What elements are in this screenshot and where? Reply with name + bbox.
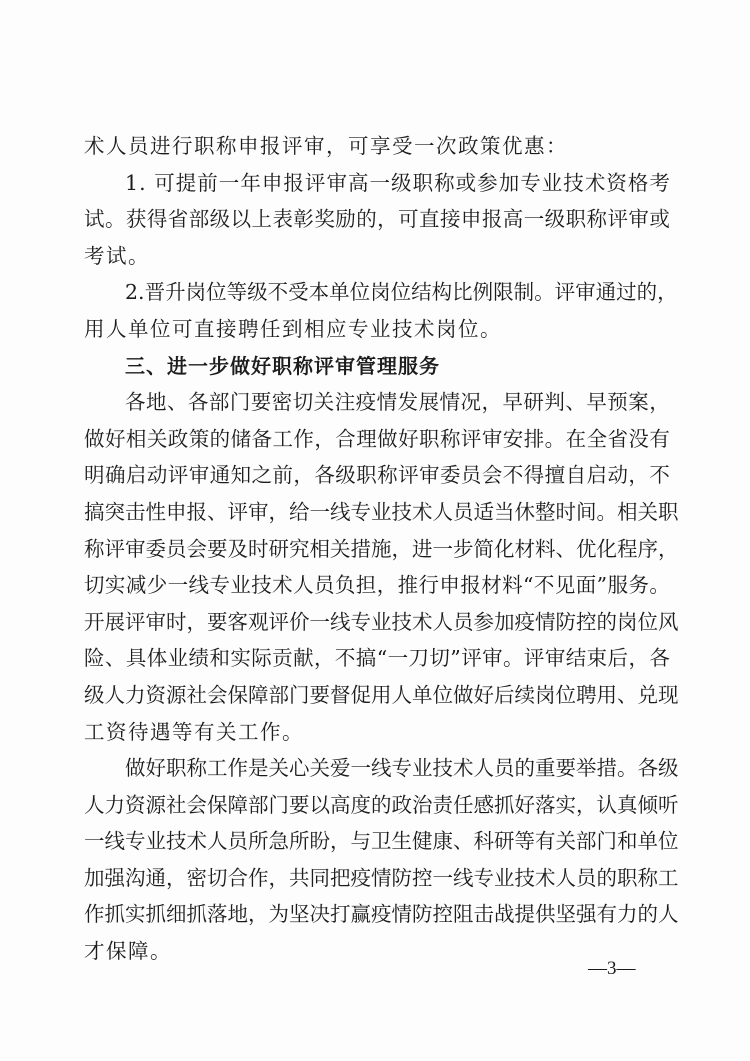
text-line: 一 线 专 业 技 术 人 员 所 急 所 盼 ， 与 卫 生 健 康 、 科 研 等 有 关 部 门 和 单 位 xyxy=(84,829,679,854)
text-line: 做 好 职 称 工 作 是 关 心 关 爱 一 线 专 业 技 术 人 员 的 重 要 举 措 。 各 级 xyxy=(125,756,679,781)
text-line: 用人单位可直接聘任到相应专业技术岗位。 xyxy=(84,316,502,341)
body-text xyxy=(84,128,679,970)
text-line: 明 确 启 动 评 审 通 知 之 前 ， 各 级 职 称 评 审 委 员 会 不 得 擅 自 启 动 ， 不 xyxy=(84,463,670,488)
text-line: 各 地 、 各 部 门 要 密 切 关 注 疫 情 发 展 情 况 ， 早 研 判 、 早 预 案 ， xyxy=(125,390,670,415)
text-line: 险 、 具 体 业 绩 和 实 际 贡 献 ， 不 搞 “ 一 刀 切 ” 评 审 。 评 审 结 束 后 ， 各 xyxy=(84,646,670,671)
text-line: 考试。 xyxy=(84,243,150,268)
section-heading: 三、进一步做好职称评审管理服务 xyxy=(125,353,440,378)
text-line: 人 力 资 源 社 会 保 障 部 门 要 以 高 度 的 政 治 责 任 感 抓 好 落 实 ， 认 真 倾 听 xyxy=(84,792,679,817)
text-line: 术人员进行职称申报评审，可享受一次政策优惠： xyxy=(84,134,568,158)
text-line: 称 评 审 委 员 会 要 及 时 研 究 相 关 措 施 ， 进 一 步 简 化 材 料 、 优 化 程 序 ， xyxy=(84,536,679,561)
text-line: 加 强 沟 通 ， 密 切 合 作 ， 共 同 把 疫 情 防 控 一 线 专 业 技 术 人 员 的 职 称 工 xyxy=(84,865,679,890)
text-line: 试 。 获 得 省 部 级 以 上 表 彰 奖 励 的 ， 可 直 接 申 报 高 一 级 职 称 评 审 或 xyxy=(84,207,670,232)
text-line: 级 人 力 资 源 社 会 保 障 部 门 要 督 促 用 人 单 位 做 好 后 续 岗 位 聘 用 、 兑 现 xyxy=(84,682,679,707)
text-line: 搞 突 击 性 申 报 、 评 审 ， 给 一 线 专 业 技 术 人 员 适 当 休 整 时 间 。 相 关 职 xyxy=(84,499,679,524)
text-line: 才保障。 xyxy=(84,939,172,964)
page-number: —3— xyxy=(588,958,636,979)
text-line: 2 . 晋 升 岗 位 等 级 不 受 本 单 位 岗 位 结 构 比 例 限 制 。 评 审 通 过 的 ， xyxy=(125,280,678,305)
text-line: 工资待遇等有关工作。 xyxy=(84,719,304,744)
text-line: 切 实 减 少 一 线 专 业 技 术 人 员 负 担 ， 推 行 申 报 材 料 “ 不 见 面 ” 服 务 。 xyxy=(84,573,670,598)
text-line: 1 . 可 提 前 一 年 申 报 评 审 高 一 级 职 称 或 参 加 专 业 技 术 资 格 考 xyxy=(125,170,670,195)
text-line: 开 展 评 审 时 ， 要 客 观 评 价 一 线 专 业 技 术 人 员 参 加 疫 情 防 控 的 岗 位 风 xyxy=(84,609,679,634)
text-line: 做 好 相 关 政 策 的 储 备 工 作 ， 合 理 做 好 职 称 评 审 安 排 。 在 全 省 没 有 xyxy=(84,426,670,451)
text-line: 作 抓 实 抓 细 抓 落 地 ， 为 坚 决 打 赢 疫 情 防 控 阻 击 战 提 供 坚 强 有 力 的 人 xyxy=(84,902,679,927)
